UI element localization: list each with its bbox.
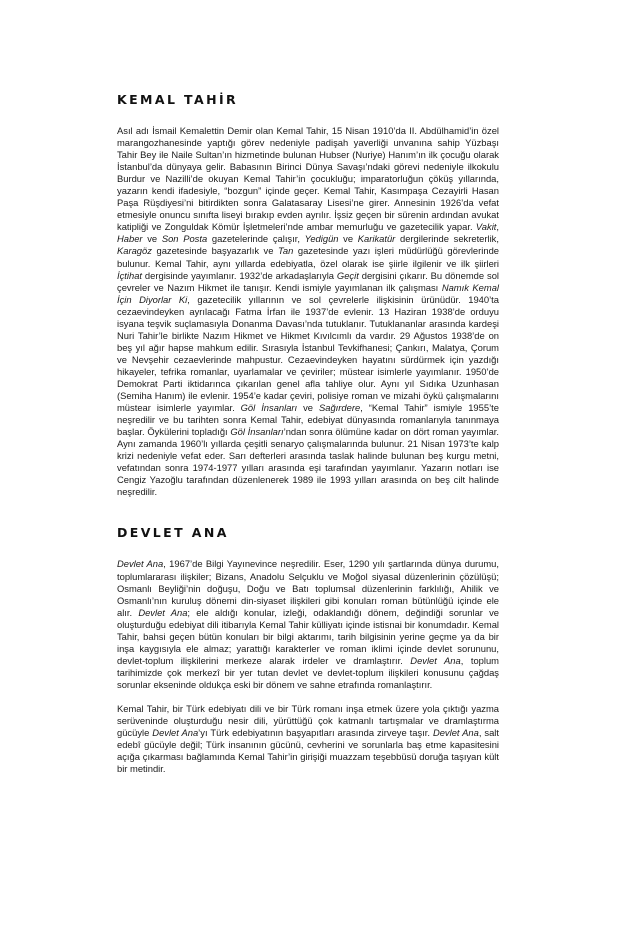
text-run: gazetesinde başyazarlık ve [151,245,279,257]
text-run: , salt edebî gücüyle değil; Türk insanının gücünü, cevherini ve sorunlarla baş etme kapasitesini açığa çıkarması bağlamında Kemal Tahir’in girişiği muazzam teşebbüsü doruğa taşıyan kült bir metindir. [117,727,499,775]
italic-title-run: Devlet Ana [138,606,188,618]
italic-title-run: Karagöz [117,245,152,257]
text-run: , “Kemal Tahir” ismiyle 1955’te neşredilir ve bu tarihten sonra Kemal Tahir, edebiyat dünyasında romanlarıyla tanınmaya başlar. Öykülerini topladığı [117,402,499,438]
section-body-kemal-tahir [117,125,499,498]
text-run: , [496,221,499,233]
text-run: gazetelerinde çalışır, [207,233,305,245]
text-run: , toplum tarihimizde çok merkezî bir yer tutan devlet ve devlet-toplum ilişkileri konusunu çağdaş sorunlar ekseninde oldukça eski bir dönem ve sahne etrafında romanlaştırır. [117,654,499,690]
text-run: Asıl adı İsmail Kemalettin Demir olan Kemal Tahir, 15 Nisan 1910’da II. Abdülhamid’in özel marangozhanesinde yaptığı görev nedeniyle padişah yaverliği unvanına sahip Yüzbaşı Tahir Bey ile Naile Sultan’ın hizmetinde bulunan Hubser (Nuriye) Hanım’ın ilk çocuğu olarak İstanbul’da dünyaya gelir. Babasının Birinci Dünya Savaşı’ndaki görevi nedeniyle ilkokulu Burdur ve Nazilli’de okuyan Kemal Tahir’in çocukluğu; imparatorluğun çöküş yıllarında, yazarın kendi ifadesiyle, “bozgun” içinde geçer. Kemal Tahir, Kasımpaşa Cezayirli Hasan Paşa Rüşdiyesi’ni bitirdikten sonra Galatasaray Lisesi’ne girer. Annesinin 1926’da vefat etmesiyle onuncu sınıfta liseyi bırakıp evden ayrılır. İşsiz geçen bir sürenin ardından avukat katipliği ve Zonguldak Kömür İşletmeleri’nde ambar memurluğu ve gazetecilik yapar. [117,125,499,233]
italic-title-run: Yedigün [304,233,339,245]
text-run: , 1967’de Bilgi Yayınevince neşredilir. Eser, 1290 yılı şartlarında dünya durumu, toplumlararası ilişkiler; Bizans, Anadolu Selçuklu ve Moğol siyasal düzenlerinin çözülüşü; Osmanlı Beyliği’nin doğuşu, Doğu ve Batı toplumsal düzenlerinin farklılığı, Ahilik ve Osmanlı’nın kuruluş dönemi din-siyaset ilişkileri gibi konuları roman bütünlüğü içinde ele alır. [117,558,499,618]
section-body-devlet-ana [117,558,499,775]
italic-title-run: Devlet Ana [152,727,199,739]
italic-title-run: Sağırdere [318,402,361,414]
paragraph [117,125,499,498]
italic-title-run: Karikatür [357,233,396,245]
section-title-kemal-tahir: KEMAL TAHİR [117,92,239,107]
page-content [117,93,499,775]
text-run: dergisinde yayımlanır. 1932’de arkadaşlarıyla [142,269,337,281]
text-run: ; ele aldığı konular, izleği, odaklandığı dönem, değindiği sorunlar ve oluşturduğu edebiyat dili itibarıyla Kemal Tahir külliyatı içinde istisnai bir konumdadır. Kemal Tahir, bahsi geçen bütün konuları bir bilgi aktarımı, tarih bilgisinin yerine geçme ya da bir inşa kaygısıyla ele almaz; yarattığı karakterler ve roman iklimi içinde devlet sorununu, devlet-toplum ilişkilerini merkeze alarak irdeler ve dramlaştırır. [117,606,499,666]
text-run: ’yı Türk edebiyatının başyapıtları arasında zirveye taşır. [198,727,433,739]
text-run: ’ndan sonra ölümüne kadar on dört roman yayımlar. Aynı zamanda 1960’lı yıllarda çeşitli senaryo çalışmalarında bulunur. 21 Nisan 1973’te kalp krizi nedeniyle vefat eder. Sarı defterleri arasında taslak halinde bulunan beş kurgu metni, vefatından sonra 1974-1977 yılları arasında eşi tarafından yayımlanır. Yazarın notları ise Cengiz Yazoğlu tarafından düzenlenerek 1989 ile 1993 yılları arasında on beş cilt halinde neşredilir. [117,426,499,498]
italic-title-run: Haber [117,233,143,245]
text-run: dergisini çıkarır. Bu dönemde sol çevreler ve Nazım Hikmet ile tanışır. Kendi ismiyle yayımlanan ilk çalışması [117,269,499,293]
italic-title-run: Göl İnsanları [240,402,298,414]
text-run: ve [297,402,319,414]
italic-title-run: Son Posta [161,233,208,245]
italic-title-run: Göl İnsanları [230,426,284,438]
italic-title-run: Tan [278,245,294,257]
italic-title-run: Devlet Ana [410,654,461,666]
italic-title-run: Geçit [336,269,359,281]
section-title-devlet-ana: DEVLET ANA [117,525,229,541]
italic-title-run: İçtihat [117,269,143,281]
paragraph [117,558,499,691]
text-run: , gazetecilik yıllarının ve sol çevrelerle ilişkisinin ürünüdür. 1940’ta cezaevindeyken ayrılacağı Fatma İrfan ile 1937’de evlenir. 13 Haziran 1938’de orduyu isyana teşvik suçlamasıyla Donanma Davası’nda tutuklanır. Tutuklananlar arasında kardeşi Nuri Tahir’le birlikte Nazım Hikmet ve Hikmet Kıvılcımlı da vardır. 29 Ağustos 1938’de on beş yıl ağır hapse mahkum edilir. Sırasıyla İstanbul Tevkifhanesi; Çankırı, Malatya, Çorum ve Nevşehir cezaevlerinde mahpustur. Cezaevindeyken hayatını sürdürmek için yazdığı hikayeler, tefrika romanlar, uyarlamalar ve çeviriler; müstear isimlerle yayımlanır. 1950’de Demokrat Parti iktidarınca çıkarılan genel afla tahliye olur. Aynı yıl Sıdıka Uzunhasan (Semiha Hanım) ile evlenir. 1954’e kadar çeviri, polisiye roman ve mizahi öykü çalışmalarını müstear isimlerle yayımlar. [117,293,500,414]
text-run: Kemal Tahir, bir Türk edebiyatı dili ve bir Türk romanı inşa etmek üzere yola çıktığı yazma serüveninde oluşturduğu nesir dili, yürüttüğü çok katmanlı tartışmalar ve dramlaştırma gücüyle [117,702,499,739]
text-run: gazetesinde yazı işleri müdürlüğü görevlerinde bulunur. Kemal Tahir, aynı yıllarda edebiyatla, özel olarak ise şiirle ilgilenir ve ilk şiirleri [117,245,499,269]
paragraph [117,703,499,775]
text-run: ve [338,233,358,245]
italic-title-run: Vakit [475,221,497,233]
italic-title-run: Devlet Ana [117,558,164,570]
text-run: ve [142,233,162,245]
italic-title-run: Namık Kemal İçin Diyorlar Ki [117,281,499,305]
text-run: dergilerinde sekreterlik, [395,233,499,245]
italic-title-run: Devlet Ana [432,727,479,739]
